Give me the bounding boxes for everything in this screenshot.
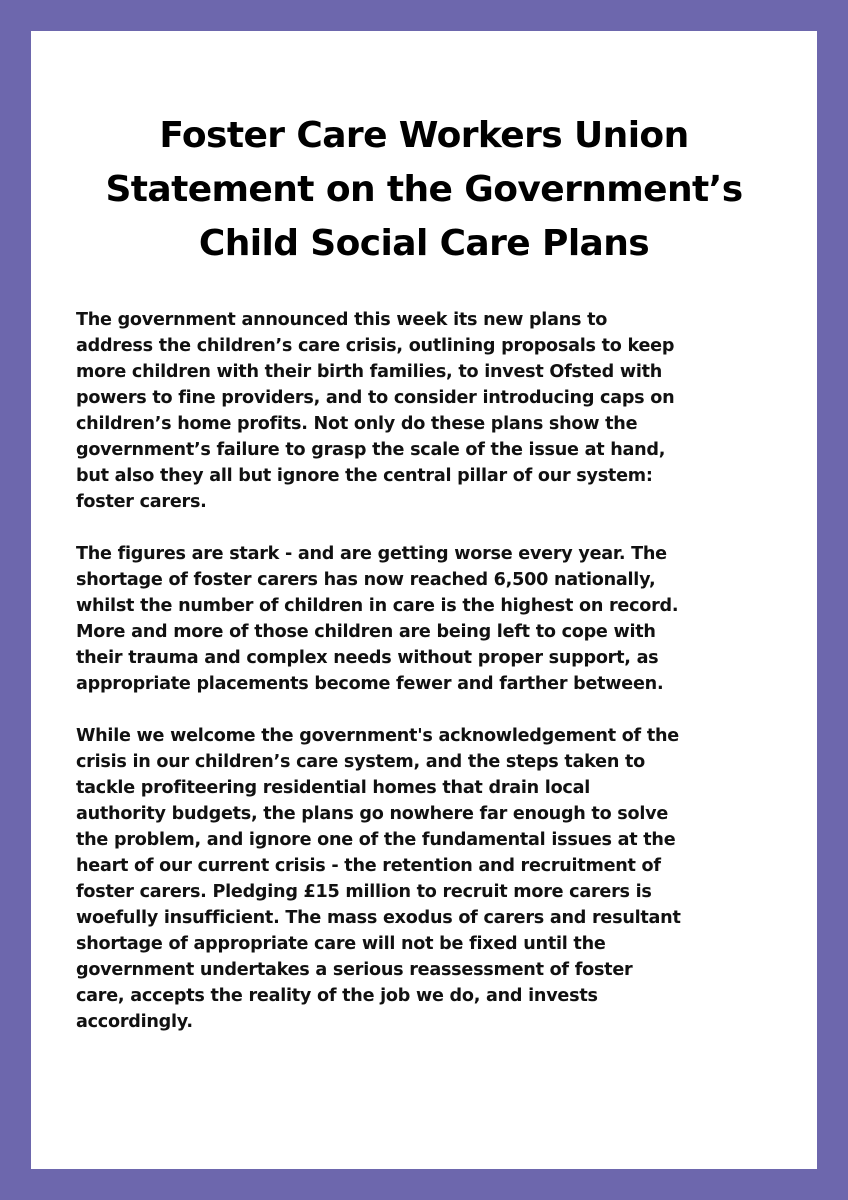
text-line: the problem, and ignore one of the fundamental issues at the bbox=[76, 830, 676, 850]
text-line: government’s failure to grasp the scale of the issue at hand, bbox=[76, 440, 666, 460]
text-line: whilst the number of children in care is the highest on record. bbox=[76, 596, 679, 616]
text-line: but also they all but ignore the central pillar of our system: bbox=[76, 466, 653, 486]
text-line: foster carers. bbox=[76, 492, 207, 512]
paragraph-figures bbox=[76, 541, 796, 697]
paragraph-response bbox=[76, 723, 796, 1035]
text-line: heart of our current crisis - the retention and recruitment of bbox=[76, 856, 661, 876]
text-line: shortage of appropriate care will not be fixed until the bbox=[76, 934, 606, 954]
text-line: address the children’s care crisis, outlining proposals to keep bbox=[76, 336, 675, 356]
text-line: powers to fine providers, and to consider introducing caps on bbox=[76, 388, 675, 408]
text-line: foster carers. Pledging £15 million to recruit more carers is bbox=[76, 882, 652, 902]
text-line: While we welcome the government's acknowledgement of the bbox=[76, 726, 679, 746]
title-line: Statement on the Government’s bbox=[105, 169, 743, 210]
text-line: children’s home profits. Not only do these plans show the bbox=[76, 414, 638, 434]
text-line: crisis in our children’s care system, and the steps taken to bbox=[76, 752, 645, 772]
text-line: The figures are stark - and are getting worse every year. The bbox=[76, 544, 667, 564]
text-line: woefully insufficient. The mass exodus of carers and resultant bbox=[76, 908, 681, 928]
title-line: Foster Care Workers Union bbox=[159, 115, 689, 156]
statement-body bbox=[76, 307, 796, 1061]
text-line: appropriate placements become fewer and farther between. bbox=[76, 674, 664, 694]
statement-title bbox=[71, 109, 777, 271]
paragraph-plans-announced bbox=[76, 307, 796, 515]
text-line: government undertakes a serious reassessment of foster bbox=[76, 960, 633, 980]
text-line: More and more of those children are being left to cope with bbox=[76, 622, 656, 642]
text-line: accordingly. bbox=[76, 1012, 193, 1032]
text-line: their trauma and complex needs without proper support, as bbox=[76, 648, 659, 668]
text-line: tackle profiteering residential homes that drain local bbox=[76, 778, 590, 798]
text-line: authority budgets, the plans go nowhere far enough to solve bbox=[76, 804, 669, 824]
text-line: The government announced this week its new plans to bbox=[76, 310, 608, 330]
statement-page bbox=[31, 31, 817, 1169]
title-line: Child Social Care Plans bbox=[198, 223, 650, 264]
text-line: care, accepts the reality of the job we do, and invests bbox=[76, 986, 598, 1006]
text-line: shortage of foster carers has now reached 6,500 nationally, bbox=[76, 570, 656, 590]
text-line: more children with their birth families, to invest Ofsted with bbox=[76, 362, 663, 382]
